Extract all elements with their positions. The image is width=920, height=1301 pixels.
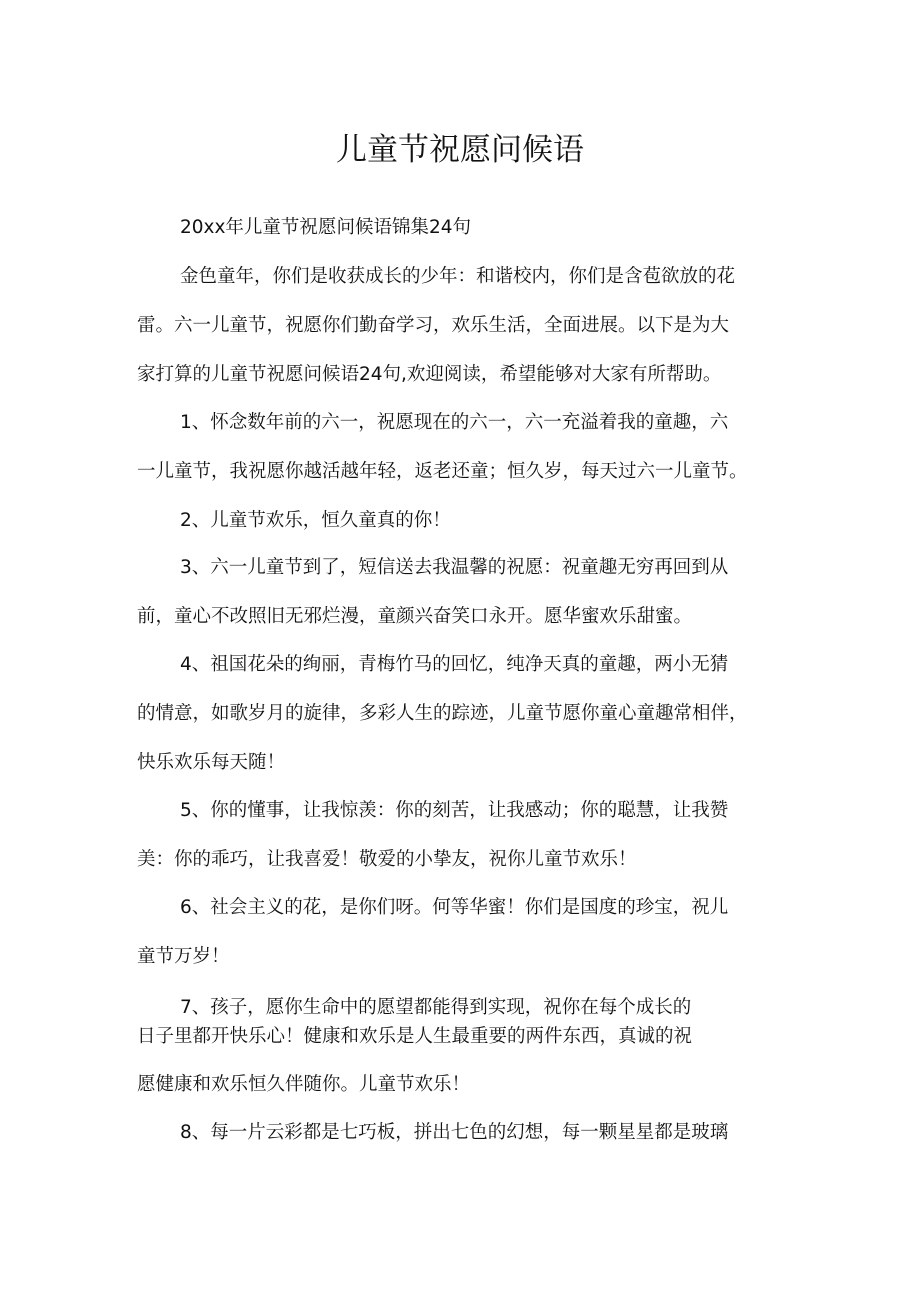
paragraph-line: 愿健康和欢乐恒久伴随你。儿童节欢乐！ bbox=[137, 1074, 471, 1095]
paragraph-line: 美：你的乖巧，让我喜爱！敬爱的小挚友，祝你儿童节欢乐！ bbox=[137, 849, 637, 870]
paragraph-line: 童节万岁！ bbox=[137, 946, 230, 967]
document-title: 儿童节祝愿问候语 bbox=[336, 132, 584, 168]
paragraph-line: 快乐欢乐每天随！ bbox=[137, 752, 286, 773]
paragraph-line: 8、每一片云彩都是七巧板，拼出七色的幻想，每一颗星星都是玻璃 bbox=[180, 1122, 729, 1143]
subtitle-line: 20xx年儿童节祝愿问候语锦集24句 bbox=[180, 217, 471, 238]
paragraph-line: 7、孩子，愿你生命中的愿望都能得到实现，祝你在每个成长的 bbox=[180, 997, 692, 1018]
paragraph-line: 前，童心不改照旧无邪烂漫，童颜兴奋笑口永开。愿华蜜欢乐甜蜜。 bbox=[137, 606, 693, 627]
paragraph-line: 1、怀念数年前的六一，祝愿现在的六一，六一充溢着我的童趣，六 bbox=[180, 412, 729, 433]
paragraph-line: 金色童年，你们是收获成长的少年：和谐校内，你们是含苞欲放的花 bbox=[180, 266, 736, 287]
paragraph-line: 4、祖国花朵的绚丽，青梅竹马的回忆，纯净天真的童趣，两小无猜 bbox=[180, 654, 729, 675]
paragraph-line: 家打算的儿童节祝愿问候语24句,欢迎阅读，希望能够对大家有所帮助。 bbox=[137, 364, 722, 385]
paragraph-line: 5、你的懂事，让我惊羡：你的刻苦，让我感动；你的聪慧，让我赞 bbox=[180, 800, 729, 821]
paragraph-line: 2、儿童节欢乐，恒久童真的你！ bbox=[180, 510, 451, 531]
paragraph-line: 6、社会主义的花，是你们呀。何等华蜜！你们是国度的珍宝，祝儿 bbox=[180, 897, 729, 918]
paragraph-line: 雷。六一儿童节，祝愿你们勤奋学习，欢乐生活，全面进展。以下是为大 bbox=[137, 315, 730, 336]
paragraph-line: 3、六一儿童节到了，短信送去我温馨的祝愿：祝童趣无穷再回到从 bbox=[180, 557, 729, 578]
paragraph-line: 日子里都开快乐心！健康和欢乐是人生最重要的两件东西，真诚的祝 bbox=[137, 1026, 693, 1047]
paragraph-line: 的情意，如歌岁月的旋律，多彩人生的踪迹，儿童节愿你童心童趣常相伴， bbox=[137, 703, 748, 724]
paragraph-line: 一儿童节，我祝愿你越活越年轻，返老还童；恒久岁，每天过六一儿童节。 bbox=[137, 461, 748, 482]
